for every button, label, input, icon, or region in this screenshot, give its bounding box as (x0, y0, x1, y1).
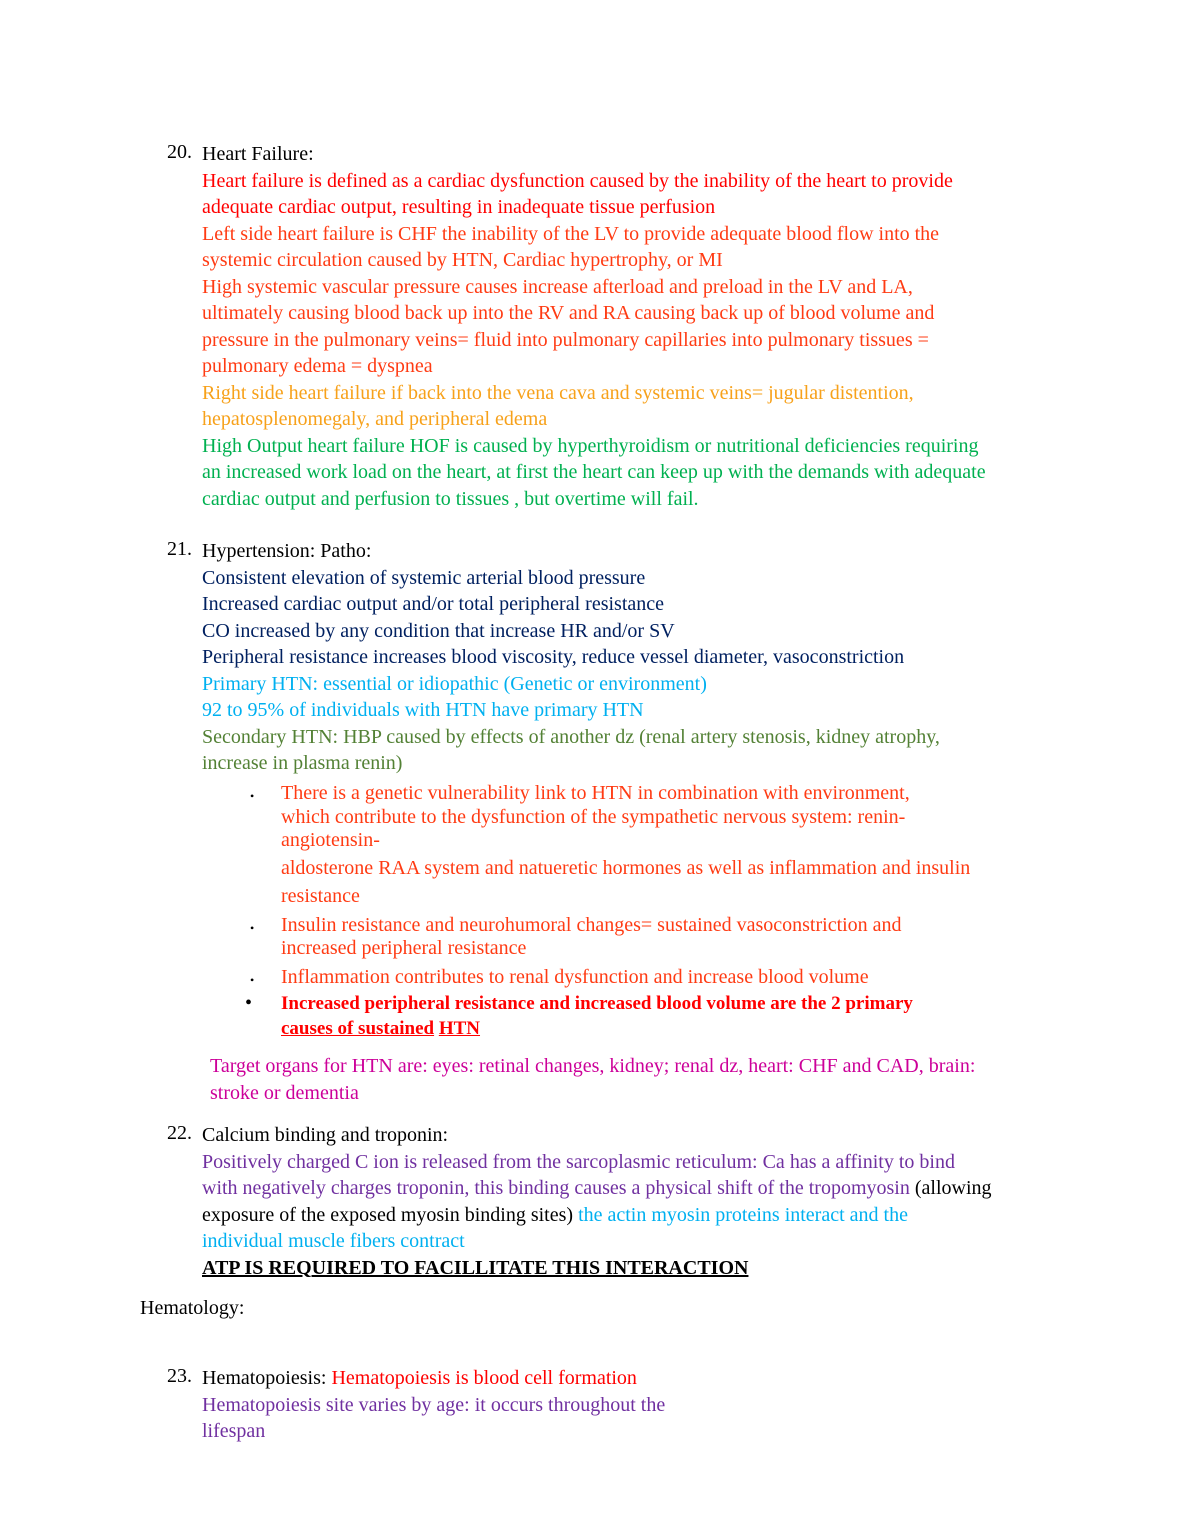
section-title: Hypertension: Patho: (202, 540, 372, 562)
text-line: Increased cardiac output and/or total peripheral resistance (202, 593, 665, 615)
text-line: stroke or dementia (210, 1081, 359, 1104)
list-number: 23. (167, 1365, 192, 1387)
text-line: adequate cardiac output, resulting in inadequate tissue perfusion (202, 196, 716, 218)
text-line: Heart failure is defined as a cardiac dysfunction caused by the inability of the heart to provide (202, 169, 953, 192)
text-line: ultimately causing blood back up into the RV and RA causing back up of blood volume and (202, 302, 935, 324)
section-calcium-binding (167, 1122, 1067, 1281)
bullet-icon: • (250, 789, 255, 803)
underlined-text: HTN (438, 1017, 481, 1039)
text-line: an increased work load on the heart, at first the heart can keep up with the demands with adequate (202, 461, 986, 483)
text-line: individual muscle fibers contract (202, 1230, 465, 1252)
text-line: There is a genetic vulnerability link to HTN in combination with environment, (281, 782, 910, 804)
text-line: High Output heart failure HOF is caused by hyperthyroidism or nutritional deficiencies requiring (202, 434, 979, 457)
text-line: 92 to 95% of individuals with HTN have primary HTN (202, 699, 644, 721)
bullet-item (250, 966, 1050, 990)
bullet-list (245, 782, 1050, 1041)
section-title: Calcium binding and troponin: (202, 1124, 449, 1146)
text-line: Peripheral resistance increases blood viscosity, reduce vessel diameter, vasoconstriction (202, 646, 905, 668)
text-line: Increased peripheral resistance and increased blood volume are the 2 primary (281, 993, 913, 1014)
text-line: increase in plasma renin) (202, 752, 403, 774)
text-span: with negatively charges troponin, this binding causes a physical shift of the tropomyosin (202, 1177, 910, 1199)
text-line: pulmonary edema = dyspnea (202, 355, 433, 377)
text-line: Primary HTN: essential or idiopathic (Genetic or environment) (202, 672, 707, 695)
text-span: (allowing (909, 1177, 992, 1199)
text-line: Hematopoiesis site varies by age: it occurs throughout the (202, 1393, 666, 1416)
text-line: pressure in the pulmonary veins= fluid into pulmonary capillaries into pulmonary tissues = (202, 328, 929, 351)
text-line: CO increased by any condition that increase HR and/or SV (202, 619, 675, 642)
text-line: increased peripheral resistance (281, 937, 527, 959)
text-line: Inflammation contributes to renal dysfunction and increase blood volume (281, 965, 869, 988)
text-line: resistance (281, 884, 360, 907)
text-span: exposure of the exposed myosin binding sites) (202, 1203, 574, 1226)
underlined-text: causes of sustained (281, 1017, 435, 1039)
section-hypertension (167, 538, 1067, 777)
text-span: the actin myosin proteins interact and the (573, 1203, 908, 1226)
list-number: 20. (167, 141, 192, 163)
target-organs-note (210, 1053, 975, 1106)
text-line: hepatosplenomegaly, and peripheral edema (202, 408, 548, 430)
bullet-item (250, 782, 1050, 910)
text-line: aldosterone RAA system and natueretic hormones as well as inflammation and insulin (281, 856, 971, 879)
bullet-icon: • (250, 972, 255, 987)
text-line: Target organs for HTN are: eyes: retinal changes, kidney; renal dz, heart: CHF and CAD, brain: (210, 1055, 976, 1077)
section-hematopoiesis (167, 1365, 1067, 1445)
list-number: 21. (167, 538, 192, 560)
text-line: cardiac output and perfusion to tissues , but overtime will fail. (202, 487, 699, 510)
text-line: systemic circulation caused by HTN, Cardiac hypertrophy, or MI (202, 249, 723, 271)
bullet-item-emphasis (245, 992, 1050, 1041)
emphasis-line: ATP IS REQUIRED TO FACILLITATE THIS INTERACTION (202, 1256, 749, 1279)
text-line: Left side heart failure is CHF the inability of the LV to provide adequate blood flow into the (202, 222, 940, 245)
text-span: Hematopoiesis is blood cell formation (326, 1367, 637, 1389)
list-number: 22. (167, 1122, 192, 1144)
section-title: Heart Failure: (202, 143, 314, 165)
text-line: which contribute to the dysfunction of the sympathetic nervous system: renin- (281, 805, 906, 828)
text-line: Insulin resistance and neurohumoral changes= sustained vasoconstriction and (281, 913, 902, 936)
text-line: lifespan (202, 1420, 266, 1442)
hematology-heading: Hematology: (140, 1297, 245, 1319)
section-title: Hematopoiesis: (202, 1367, 327, 1389)
text-line: High systemic vascular pressure causes increase afterload and preload in the LV and LA, (202, 275, 913, 298)
text-line: angiotensin- (281, 829, 380, 851)
bullet-icon: • (245, 992, 253, 1014)
text-line: Secondary HTN: HBP caused by effects of another dz (renal artery stenosis, kidney atrophy, (202, 725, 940, 748)
section-heart-failure (167, 141, 1067, 512)
text-line: Right side heart failure if back into the vena cava and systemic veins= jugular distention, (202, 381, 914, 404)
text-line: Positively charged C ion is released from the sarcoplasmic reticulum: Ca has a affinity to bind (202, 1150, 955, 1173)
text-line: Consistent elevation of systemic arterial blood pressure (202, 566, 646, 589)
bullet-icon: • (250, 920, 255, 935)
bullet-item (250, 914, 1050, 961)
